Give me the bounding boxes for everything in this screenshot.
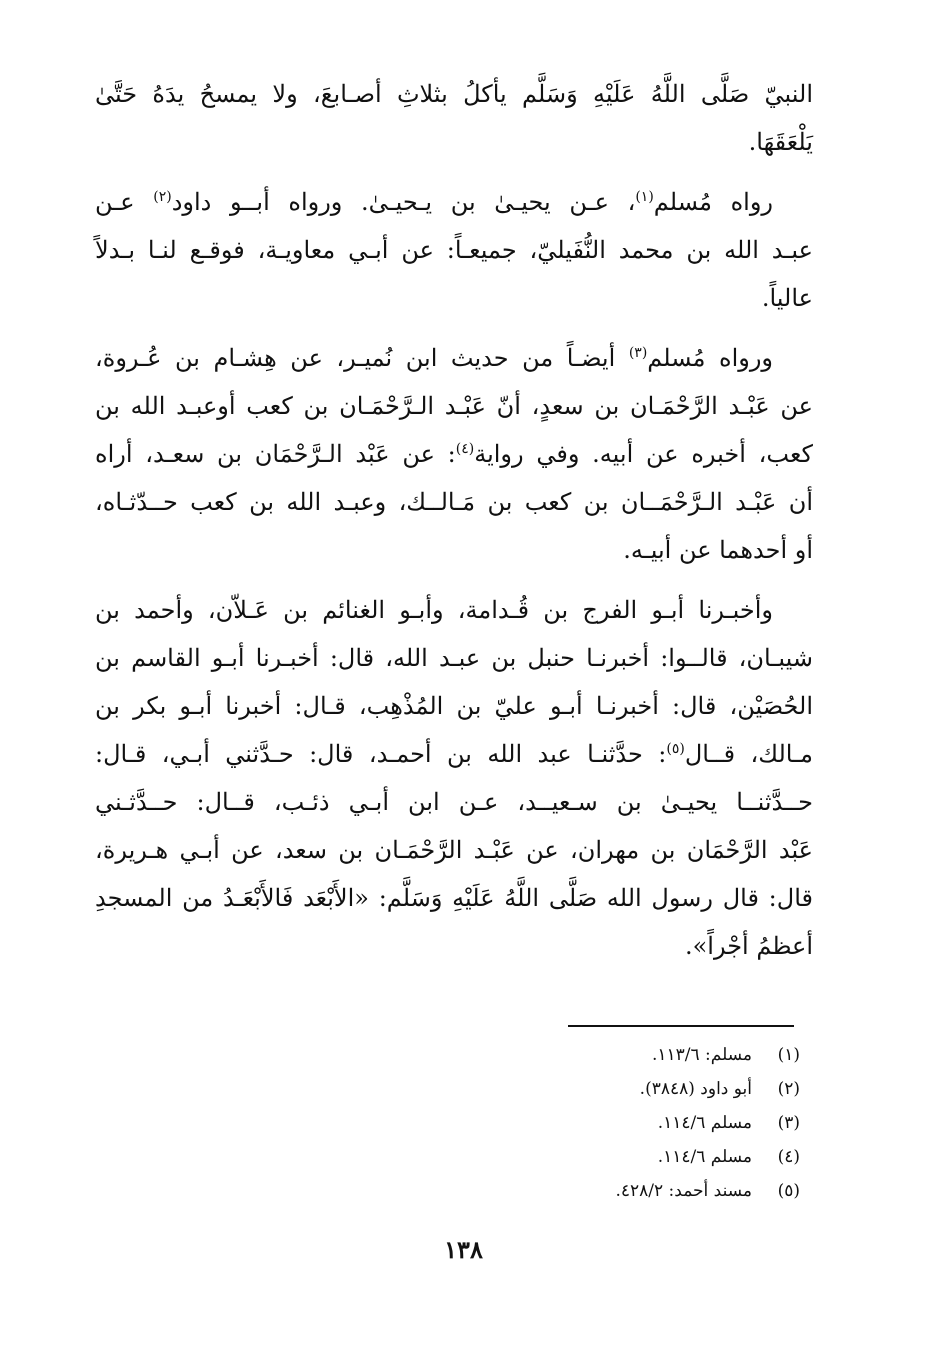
- footnote-number: (١): [777, 1045, 800, 1065]
- footnote-ref: (٣): [628, 345, 648, 361]
- paragraph-3: [95, 334, 813, 574]
- text-line: [95, 334, 813, 382]
- text-line: النبيّ صَلَّى اللَّهُ عَلَيْهِ وَسَلَّم يأكلُ بثلاثِ أصـابعَ، ولا يمسحُ يدَهُ حَتَّىٰ: [95, 80, 813, 108]
- paragraph-2: [95, 178, 813, 322]
- footnote-text: مسند أحمد: ٤٢٨/٢.: [615, 1181, 752, 1201]
- text-line: عبـد الله بن محمد النُّفَيليّ، جميعـاً: عن أبـي معاويـة، فوقـع لنـا بـدلاً: [95, 236, 813, 264]
- footnote-number: (٢): [777, 1079, 800, 1099]
- text-run: : عن عَبْد الـرَّحْمَان بن سعـد، أراه: [95, 440, 456, 468]
- text-line: عَبْد الرَّحْمَان بن مهران، عن عَبْـد الرَّحْمَـان بن سعد، عن أبـي هـريرة،: [95, 836, 814, 864]
- footnotes: [420, 1038, 800, 1208]
- text-line: الحُصَيْن، قال: أخبرنـا أبـو عليّ بن المُذْهِب، قـال: أخبرنا أبـو بكر بن: [95, 692, 813, 720]
- text-line: [95, 730, 813, 778]
- footnote-text: مسلم ١١٤/٦.: [657, 1113, 752, 1133]
- text-run: أيضـاً من حديث ابن نُميـر، عن هِشـام بن عُـروة،: [95, 344, 629, 372]
- page-number: ١٣٨: [444, 1235, 483, 1264]
- text-line: أو أحدهما عن أبيـه.: [623, 536, 813, 564]
- footnote-number: (٣): [777, 1113, 800, 1133]
- footnote-text: مسلم ١١٤/٦.: [657, 1147, 752, 1167]
- text-run: عـن: [95, 188, 154, 216]
- text-line: أن عَبْـد الـرَّحْمَــان بن كعب بن مَـالــك، وعبـد الله بن كعب حــدّثـاه،: [95, 488, 813, 516]
- footnote-ref: (٥): [666, 741, 685, 757]
- text-line: شيبـان، قالــوا: أخبرنـا حنبل بن عبـد الله، قال: أخبـرنا أبـو القاسم بن: [95, 644, 813, 672]
- paragraph-1: [95, 70, 813, 166]
- text-run: : حدَّثنـا عبد الله بن أحمـد، قال: حـدَّثني أبـي، قـال:: [95, 740, 667, 768]
- text-run: مـالك، قــال: [684, 740, 813, 768]
- text-line: [95, 430, 813, 478]
- text-run: ورواه مُسلم: [647, 344, 774, 372]
- text-run: ، عـن يحيـىٰ بن يـحيـىٰ. ورواه أبــو داود: [171, 188, 636, 216]
- text-run: كعب، أخبره عن أبيه. وفي رواية: [474, 440, 813, 468]
- text-line: وأخبـرنا أبـو الفرج بن قُـدامة، وأبـو الغنائم بن عَـلاّن، وأحمد بن: [95, 596, 773, 624]
- footnote-text: أبو داود (٣٨٤٨).: [639, 1079, 752, 1099]
- footnote-ref: (١): [635, 189, 654, 205]
- footnote-ref: (٢): [153, 189, 172, 205]
- footnote-number: (٤): [777, 1147, 800, 1167]
- footnote: [420, 1106, 800, 1140]
- text-line: [95, 178, 813, 226]
- text-line: أعظمُ أجْراً».: [684, 932, 813, 960]
- footnote-text: مسلم: ١١٣/٦.: [651, 1045, 752, 1065]
- text-line: قال: قال رسول الله صَلَّى اللَّهُ عَلَيْهِ وَسَلَّم: «الأَبْعَد فَالأَبْعَـدُ من المسجدِ: [95, 884, 813, 912]
- paragraph-4: [95, 586, 813, 970]
- footnote-divider: [568, 1025, 794, 1027]
- footnote-ref: (٤): [455, 441, 475, 457]
- main-text: [95, 70, 813, 982]
- text-run: رواه مُسلم: [653, 188, 773, 216]
- footnote: [420, 1038, 800, 1072]
- text-line: يَلْعَقَهَا.: [748, 128, 813, 156]
- text-line: عالياً.: [761, 284, 813, 312]
- footnote-number: (٥): [777, 1181, 800, 1201]
- footnote: [420, 1140, 800, 1174]
- footnote: [420, 1174, 800, 1208]
- text-line: عن عَبْـد الرَّحْمَـان بن سعدٍ، أنّ عَبْـد الـرَّحْمَـان بن كعب أوعبـد الله بن: [95, 392, 813, 420]
- footnote: [420, 1072, 800, 1106]
- text-line: حــدَّثنــا يحيـىٰ بن سـعيــد، عـن ابن أبـي ذئـب، قــال: حــدَّثـني: [95, 788, 813, 816]
